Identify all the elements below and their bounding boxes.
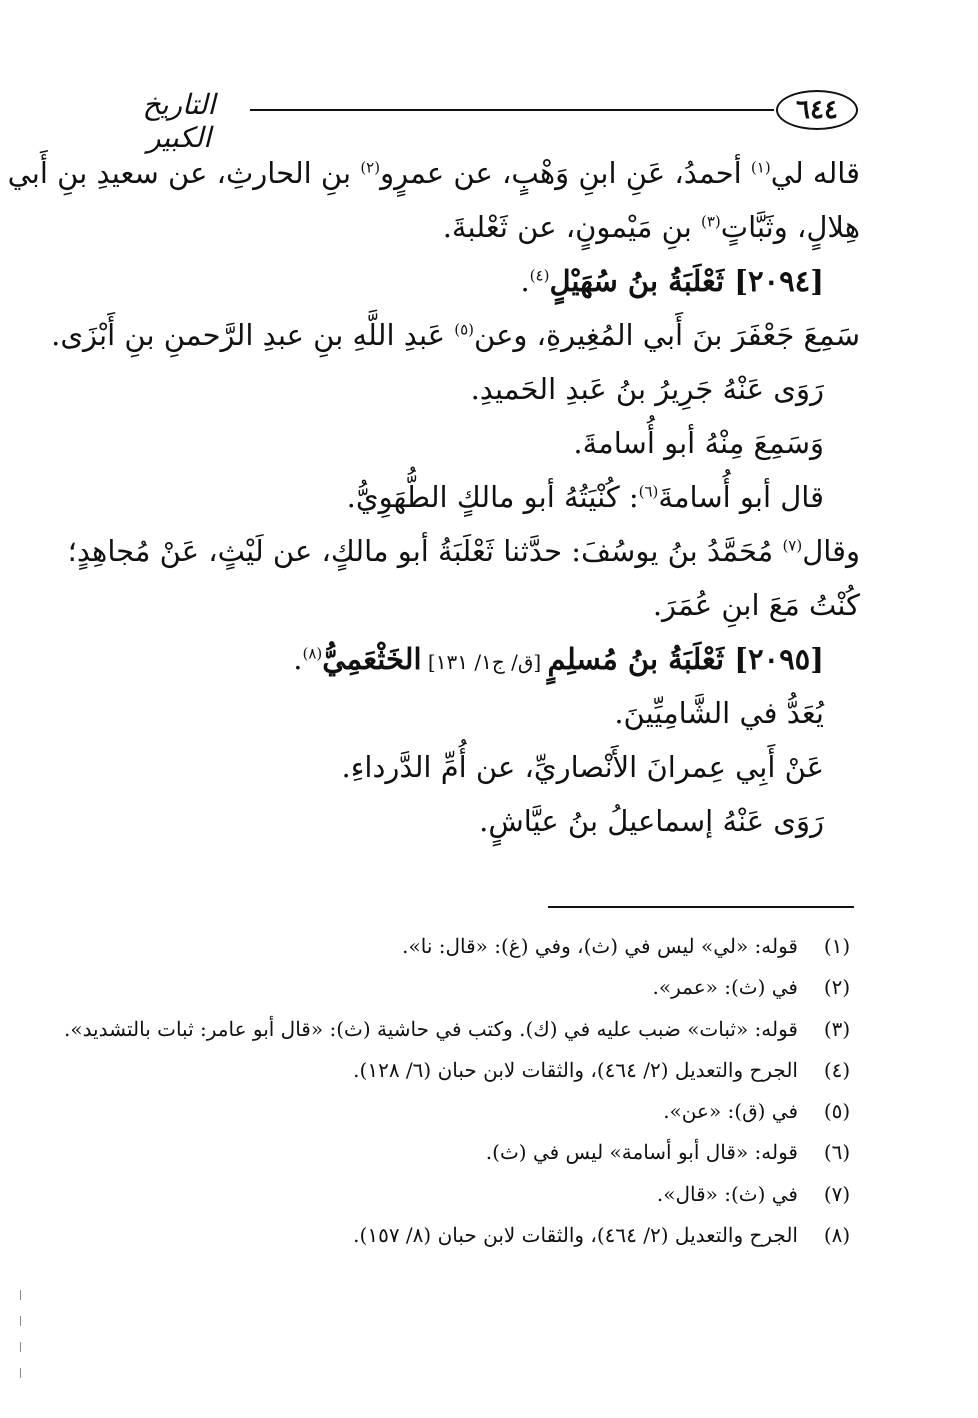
footnote-item [120,967,858,1008]
text-line-4 [51,308,860,362]
footnote-item [120,1174,858,1215]
footnote-item [120,926,858,967]
entry-number: [٢٠٩٥] [734,642,824,676]
entry-2094-heading [120,254,860,308]
page-header [112,88,858,154]
text-segment: سَمِعَ جَعْفَرَ بنَ أَبي المُغِيرةِ، وعن [474,318,860,352]
footnote-text: في (ث): «عمر». [652,975,798,1000]
footnote-item [120,1215,858,1256]
text-line-7 [120,470,860,524]
text-segment: قاله لي [770,156,860,190]
header-rule [250,109,774,111]
footnote-number: (٦) [823,1140,851,1165]
footnote-number: (٢) [823,975,851,1000]
text-segment: عَبدِ اللَّهِ بنِ عبدِ الرَّحمنِ بنِ أَبْزَى. [51,318,455,352]
text-line-11: يُعَدُّ في الشَّامِيِّينَ. [614,696,824,730]
text-segment: : كُنْيَتُهُ أبو مالكٍ الطُّهَوِيُّ. [346,480,639,514]
text-segment: أحمدُ، عَنِ ابنِ وَهْبٍ، عن عمرٍو [380,156,751,190]
footnote-ref-1[interactable]: (١) [750,158,771,177]
footnote-text: في (ث): «قال». [656,1181,798,1206]
text-segment: وقال [802,534,860,568]
entry-name: ثَعْلَبَةُ بنُ مُسلِمٍ [547,642,735,676]
footnote-text: قوله: «لي» ليس في (ث)، وفي (غ): «قال: نا». [402,934,798,958]
text-line-1 [7,146,860,200]
footnote-ref-6[interactable]: (٦) [638,482,659,501]
footnote-text: الجرح والتعديل (٢/ ٤٦٤)، والثقات لابن حبان (٨/ ١٥٧). [353,1223,798,1248]
footnote-number: (١) [823,934,851,958]
text-segment: بنِ مَيْمونٍ، عن ثَعْلبةَ. [442,210,701,244]
footnote-text: الجرح والتعديل (٢/ ٤٦٤)، والثقات لابن حبان (٦/ ١٢٨). [353,1057,798,1082]
edge-mark [20,1316,21,1326]
scan-edge-marks [20,1290,22,1394]
footnote-text: قوله: «ثبات» ضبب عليه في (ك). وكتب في حاشية (ث): «قال أبو عامر: ثبات بالتشديد». [63,1016,798,1041]
footnotes [63,926,858,1256]
text-segment: قال أبو أُسامةَ [658,480,824,514]
footnote-text: في (ق): «عن». [663,1099,798,1124]
footnote-item [120,1091,858,1132]
page-number: ٦٤٤ [776,90,858,130]
footnote-item [120,1050,858,1091]
footnote-text: قوله: «قال أبو أسامة» ليس في (ث). [485,1140,798,1165]
footnote-number: (٥) [823,1099,851,1124]
entry-name: ثَعْلَبَةُ بنُ سُهَيْلٍ [549,264,735,298]
footnote-number: (٣) [823,1016,851,1041]
footnote-ref-3[interactable]: (٣) [701,212,721,231]
text-line-13: رَوَى عَنْهُ إسماعيلُ بنُ عيَّاشٍ. [479,804,824,838]
footnote-ref-8[interactable]: (٨) [302,644,323,663]
text-segment: بنِ الحارثِ، عن سعيدِ بنِ أَبي [7,156,361,190]
edge-mark [20,1290,21,1300]
entry-number: [٢٠٩٤] [734,264,824,298]
text-line-6: وَسَمِعَ مِنْهُ أبو أُسامةَ. [573,426,824,460]
footnote-ref-2[interactable]: (٢) [360,158,381,177]
footnote-ref-4[interactable]: (٤) [529,266,550,285]
entry-2095-heading [120,632,860,686]
text-segment: مُحَمَّدُ بنُ يوسُفَ: حدَّثنا ثَعْلَبَةُ أبو مالكٍ، عن لَيْثٍ، عَنْ مُجاهِدٍ؛ [67,534,783,568]
entry-nisba: الخَثْعَمِيُّ [322,642,422,676]
text-segment: هِلالٍ، وثَبَّاتٍ [720,210,860,244]
text-segment: . [293,642,303,676]
footnote-separator [548,906,854,908]
edge-mark [20,1342,21,1352]
text-line-8 [67,524,860,578]
edge-mark [20,1368,21,1378]
running-title: التاريخ الكبير [142,88,216,154]
footnote-number: (٨) [823,1223,851,1248]
text-line-9: كُنْتُ مَعَ ابنِ عُمَرَ. [652,588,860,622]
text-line-2 [120,200,860,254]
text-segment: . [520,264,530,298]
text-line-5: رَوَى عَنْهُ جَرِيرُ بنُ عَبدِ الحَميدِ. [470,372,824,406]
main-text [7,146,860,848]
footnote-item [63,1009,858,1050]
footnote-ref-7[interactable]: (٧) [782,536,803,555]
manuscript-reference: [ق/ ج١/ ١٣١] [421,650,548,674]
footnote-item [120,1132,858,1173]
footnote-ref-5[interactable]: (٥) [454,320,475,339]
text-line-12: عَنْ أَبِي عِمرانَ الأَنْصاريِّ، عن أُمِّ الدَّرداءِ. [341,750,824,784]
footnote-number: (٧) [823,1181,851,1206]
footnote-number: (٤) [823,1057,851,1082]
